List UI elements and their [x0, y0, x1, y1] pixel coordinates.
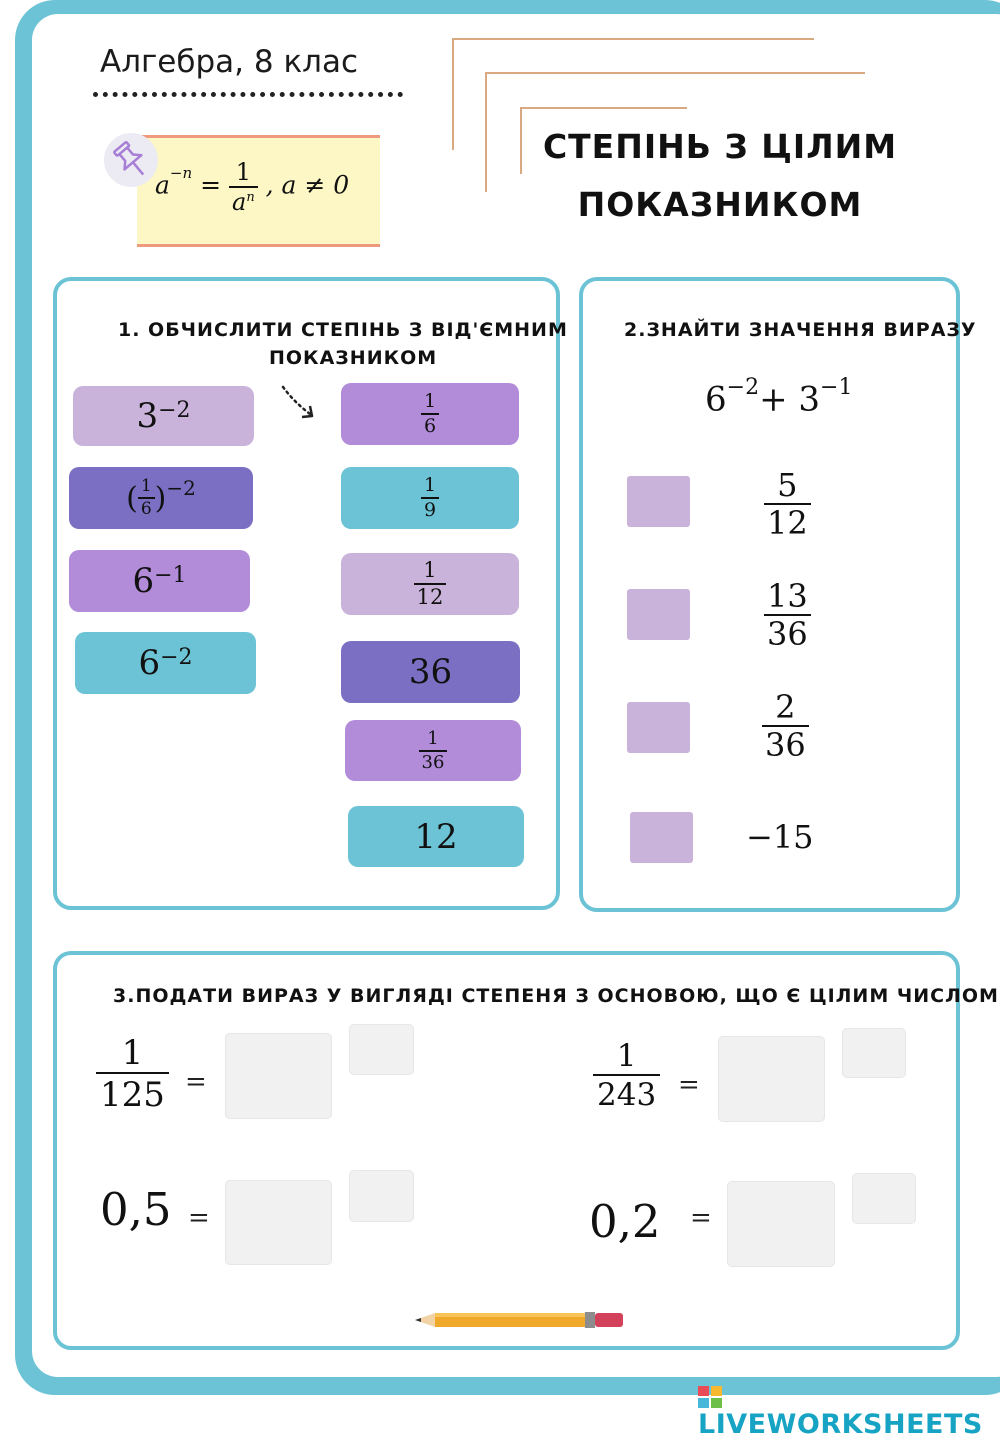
tile-num: 1 [140, 476, 152, 496]
rule-den [229, 186, 258, 214]
logo-text: LIVEWORKSHEETS [698, 1409, 983, 1440]
task3-panel [53, 951, 960, 1350]
task1-title [118, 319, 568, 369]
expr-exp-b: −1 [820, 375, 853, 400]
expr-fraction [593, 1038, 660, 1113]
rule-den-exp: n [246, 190, 255, 205]
title-line-1: СТЕПІНЬ З ЦІЛИМ [542, 127, 898, 166]
tile-fraction [138, 478, 155, 518]
pencil-icon [415, 1310, 625, 1330]
tile-base: 6 [132, 561, 155, 601]
tile-fraction [414, 560, 447, 608]
expr-tile-6-pow-neg2[interactable] [75, 632, 256, 694]
expr-1-125 [96, 1033, 169, 1115]
expr-tile-3-pow-neg2[interactable] [73, 386, 254, 446]
exponent-input-2[interactable] [842, 1028, 906, 1078]
base-input-1[interactable] [225, 1033, 332, 1119]
rule-exp: −n [169, 164, 193, 183]
tile-fraction [419, 727, 448, 773]
task2-expression [705, 375, 853, 420]
title-line-2: ПОКАЗНИКОМ [577, 185, 863, 224]
exponent-input-4[interactable] [852, 1173, 916, 1224]
tile-fraction [421, 392, 439, 436]
pushpin-icon [104, 133, 158, 187]
task1-title-line2: ПОКАЗНИКОМ [269, 347, 438, 369]
expr-1-243 [593, 1038, 660, 1111]
rule-base: a [155, 170, 170, 200]
dotted-arrow-icon [280, 384, 320, 428]
option-num: 5 [777, 466, 798, 504]
dotted-divider [93, 92, 403, 97]
tile-exp: −2 [160, 644, 193, 670]
logo-mark-icon [698, 1384, 722, 1406]
base-input-2[interactable] [718, 1036, 825, 1122]
tile-exp: −2 [166, 476, 196, 500]
rule-condition: , a ≠ 0 [265, 170, 350, 200]
tile-den: 6 [138, 497, 155, 518]
exponent-input-1[interactable] [349, 1024, 414, 1075]
tile-den: 12 [414, 583, 447, 608]
option-den: 36 [762, 725, 809, 761]
option-neg15: −15 [746, 818, 814, 856]
answer-tile-36[interactable] [341, 641, 520, 703]
task2-title: 2.ЗНАЙТИ ЗНАЧЕННЯ ВИРАЗУ [624, 319, 977, 341]
answer-tile-12[interactable] [348, 806, 524, 867]
tile-den: 6 [421, 413, 439, 436]
expr-0-2: 0,2 [589, 1195, 661, 1248]
equals-sign: = [188, 1203, 210, 1233]
base-input-3[interactable] [225, 1180, 332, 1265]
answer-checkbox-3[interactable] [627, 702, 690, 753]
option-den: 12 [764, 503, 811, 539]
expr-operator: + 3 [759, 379, 821, 420]
expr-num: 1 [616, 1038, 637, 1074]
tile-num: 1 [423, 474, 437, 496]
task3-title: 3.ПОДАТИ ВИРАЗ У ВИГЛЯДІ СТЕПЕНЯ З ОСНОВОЮ, ЩО Є ЦІЛИМ ЧИСЛОМ [113, 985, 999, 1007]
answer-tile-1-9[interactable] [341, 467, 519, 529]
option-13-36 [764, 577, 811, 653]
expr-base-a: 6 [705, 379, 727, 420]
answer-tile-1-6[interactable] [341, 383, 519, 445]
tile-den: 36 [419, 750, 448, 772]
answer-tile-1-36[interactable] [345, 720, 521, 781]
base-input-4[interactable] [727, 1181, 835, 1267]
option-fraction [764, 466, 811, 542]
tile-num: 1 [423, 390, 437, 412]
option-fraction [764, 577, 811, 653]
answer-checkbox-4[interactable] [630, 812, 693, 863]
expr-fraction [96, 1033, 169, 1115]
tile-den: 9 [421, 497, 439, 520]
option-num: 2 [775, 688, 796, 726]
subject-label: Алгебра, 8 клас [100, 44, 359, 80]
worksheet-title [540, 118, 900, 234]
answer-checkbox-2[interactable] [627, 589, 690, 640]
expr-den: 125 [96, 1072, 169, 1112]
tile-base: 3 [136, 396, 159, 436]
expr-exp-a: −2 [726, 375, 760, 400]
equals-sign: = [678, 1070, 700, 1100]
expr-num: 1 [121, 1033, 144, 1073]
task1-title-line1: 1. ОБЧИСЛИТИ СТЕПІНЬ З ВІД'ЄМНИМ [118, 319, 568, 341]
tile-num: 1 [423, 558, 437, 582]
tile-exp: −1 [154, 562, 187, 588]
tile-value: 12 [414, 816, 458, 857]
expr-den: 243 [593, 1074, 660, 1111]
tile-value: 36 [408, 652, 453, 692]
tile-exp: −2 [158, 397, 191, 423]
rule-num: 1 [235, 158, 251, 186]
exponent-input-3[interactable] [349, 1170, 414, 1222]
tile-fraction [421, 476, 439, 520]
option-fraction [762, 688, 809, 764]
expr-tile-6-pow-neg1[interactable] [69, 550, 250, 612]
tile-base: 6 [138, 643, 161, 683]
rule-fraction [229, 160, 258, 214]
option-5-12 [764, 466, 811, 542]
option-2-36 [762, 688, 809, 764]
answer-tile-1-12[interactable] [341, 553, 519, 615]
option-num: 13 [767, 577, 808, 615]
answer-checkbox-1[interactable] [627, 476, 690, 527]
option-den: 36 [764, 614, 811, 650]
tile-num: 1 [427, 727, 439, 749]
negative-exponent-rule: $a^{-n}$ = $\frac{1}{a^n}$ , a ≠ 0 [155, 158, 350, 216]
liveworksheets-logo [698, 1378, 1000, 1440]
expr-tile-sixth-pow-neg2[interactable]: ( $\frac{1}{6}$ ) $^{-2}$ [69, 467, 253, 529]
equals-sign: = [185, 1067, 207, 1097]
equals-sign: = [690, 1203, 712, 1233]
expr-0-5: 0,5 [100, 1183, 172, 1236]
rule-den-base: a [232, 188, 247, 216]
